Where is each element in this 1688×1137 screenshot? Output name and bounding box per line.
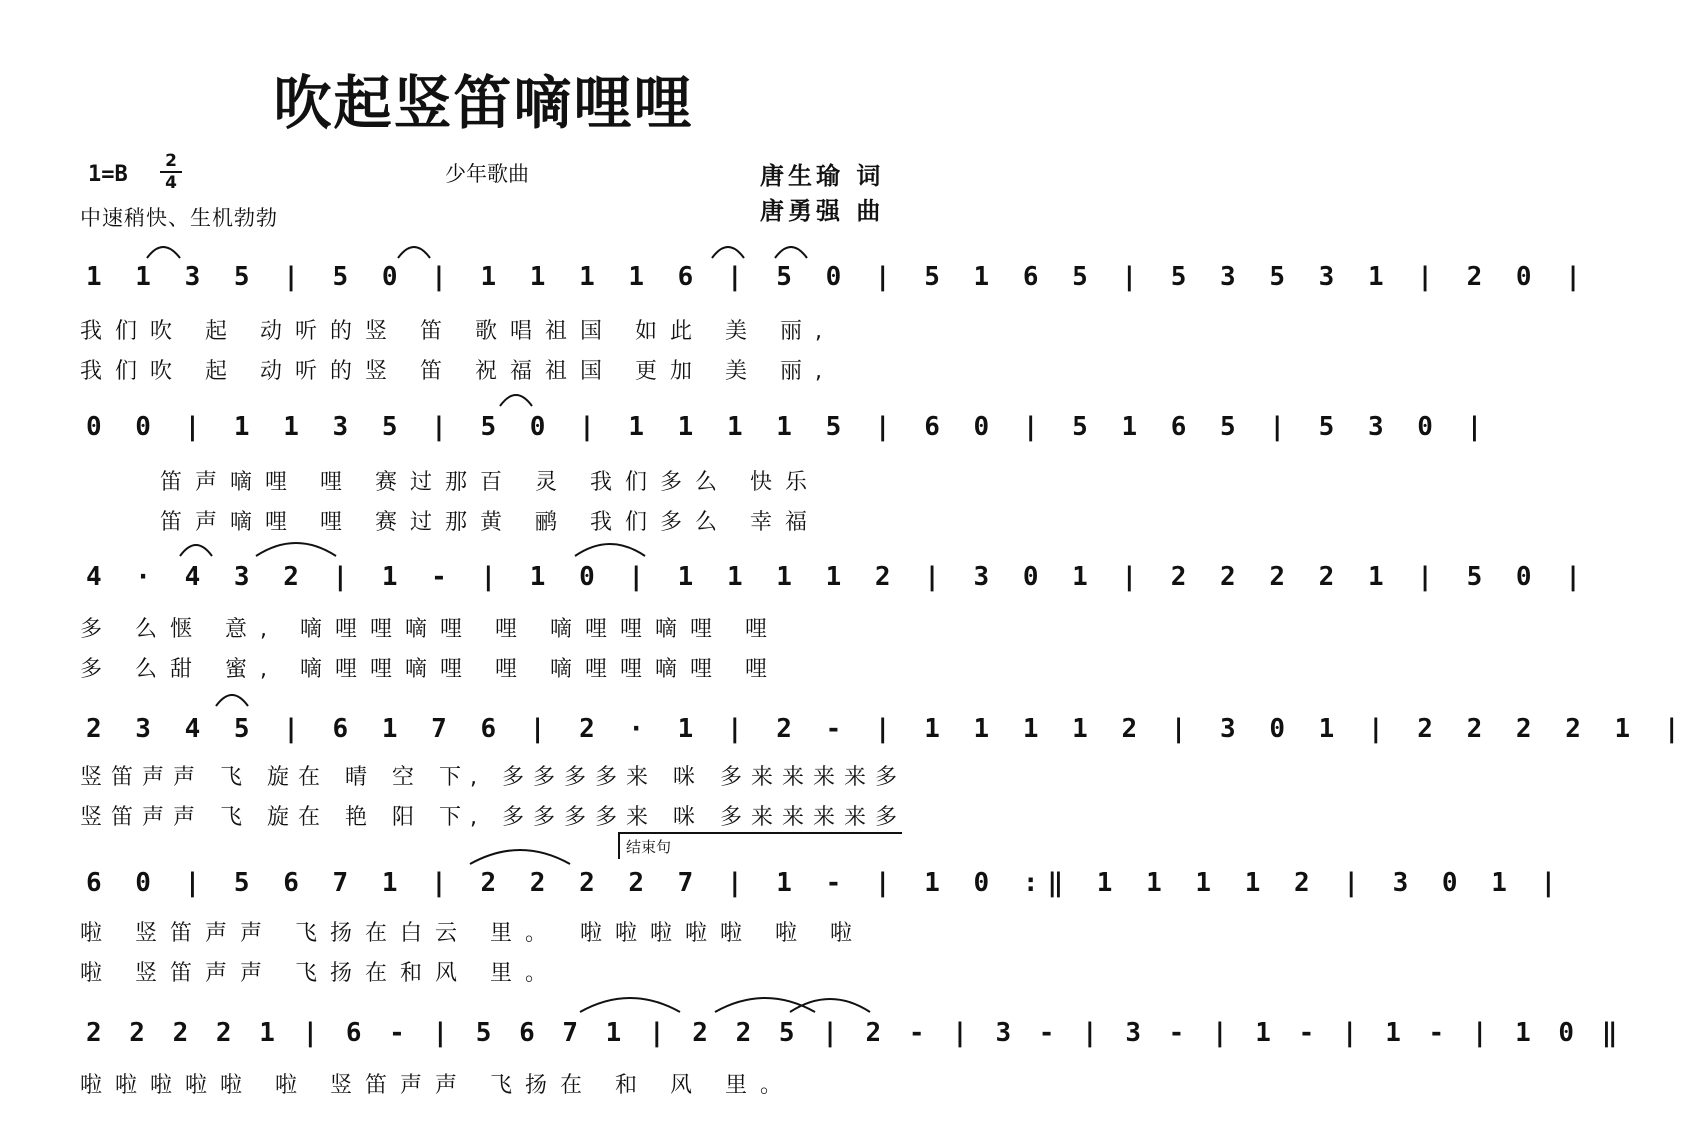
slur — [790, 999, 870, 1012]
system-2-lyric-2: 笛声嘀哩 哩 赛过那黄 鹂 我们多么 幸福 — [160, 510, 820, 535]
time-signature-bottom: 4 — [165, 173, 177, 193]
slur — [575, 544, 645, 556]
subtitle: 少年歌曲 — [445, 162, 529, 186]
composer-credit: 唐勇强 曲 — [760, 197, 885, 225]
slur — [712, 247, 744, 258]
system-2-lyric-1: 笛声嘀哩 哩 赛过那百 灵 我们多么 快乐 — [160, 470, 820, 495]
page-title: 吹起竖笛嘀哩哩 — [273, 69, 694, 137]
system-4-lyric-1: 竖笛声声 飞 旋在 晴 空 下, 多多多多来 咪 多来来来来多 — [80, 765, 906, 790]
system-1-lyric-1: 我们吹 起 动听的竖 笛 歌唱祖国 如此 美 丽, — [80, 319, 835, 344]
slur — [715, 998, 815, 1012]
slur — [398, 247, 430, 258]
tempo-marking: 中速稍快、生机勃勃 — [80, 206, 278, 230]
system-6-lyric-1: 啦啦啦啦啦 啦 竖笛声声 飞扬在 和 风 里。 — [80, 1073, 795, 1098]
lyricist-credit: 唐生瑜 词 — [760, 162, 885, 190]
slur — [256, 543, 336, 556]
system-5-notes: 6 0 | 5 6 7 1 | 2 2 2 2 7 | 1 - | 1 0 :‖ 1 1 1 1 2 | 3 0 1 | — [86, 868, 1566, 898]
system-2-notes: 0 0 | 1 1 3 5 | 5 0 | 1 1 1 1 5 | 6 0 | 5 1 6 5 | 5 3 0 | — [86, 412, 1492, 442]
slur — [500, 395, 532, 406]
slur — [216, 695, 248, 706]
system-5-lyric-1: 啦 竖笛声声 飞扬在白云 里。 啦啦啦啦啦 啦 啦 — [80, 921, 865, 946]
system-3-lyric-1: 多 么惬 意, 嘀哩哩嘀哩 哩 嘀哩哩嘀哩 哩 — [80, 617, 780, 642]
time-signature-top: 2 — [165, 151, 177, 171]
slur — [580, 998, 680, 1012]
system-5-lyric-2: 啦 竖笛声声 飞扬在和风 里。 — [80, 961, 560, 986]
system-4-notes: 2 3 4 5 | 6 1 7 6 | 2 · 1 | 2 - | 1 1 1 1 2 | 3 0 1 | 2 2 2 2 1 | — [86, 714, 1688, 744]
ending-label: 结束句 — [626, 838, 672, 856]
system-3-notes: 4 · 4 3 2 | 1 - | 1 0 | 1 1 1 1 2 | 3 0 1 | 2 2 2 2 1 | 5 0 | — [86, 562, 1590, 592]
slur — [147, 247, 180, 258]
system-1-notes: 1 1 3 5 | 5 0 | 1 1 1 1 6 | 5 0 | 5 1 6 5 | 5 3 5 3 1 | 2 0 | — [86, 262, 1590, 292]
slur — [180, 545, 212, 556]
key-signature: 1=B — [88, 162, 128, 187]
slur — [470, 850, 570, 864]
slur — [775, 247, 807, 258]
system-6-notes: 2 2 2 2 1 | 6 - | 5 6 7 1 | 2 2 5 | 2 - | 3 - | 3 - | 1 - | 1 - | 1 0 ‖ — [86, 1018, 1624, 1048]
system-3-lyric-2: 多 么甜 蜜, 嘀哩哩嘀哩 哩 嘀哩哩嘀哩 哩 — [80, 657, 780, 682]
system-1-lyric-2: 我们吹 起 动听的竖 笛 祝福祖国 更加 美 丽, — [80, 359, 835, 384]
system-4-lyric-2: 竖笛声声 飞 旋在 艳 阳 下, 多多多多来 咪 多来来来来多 — [80, 805, 906, 830]
